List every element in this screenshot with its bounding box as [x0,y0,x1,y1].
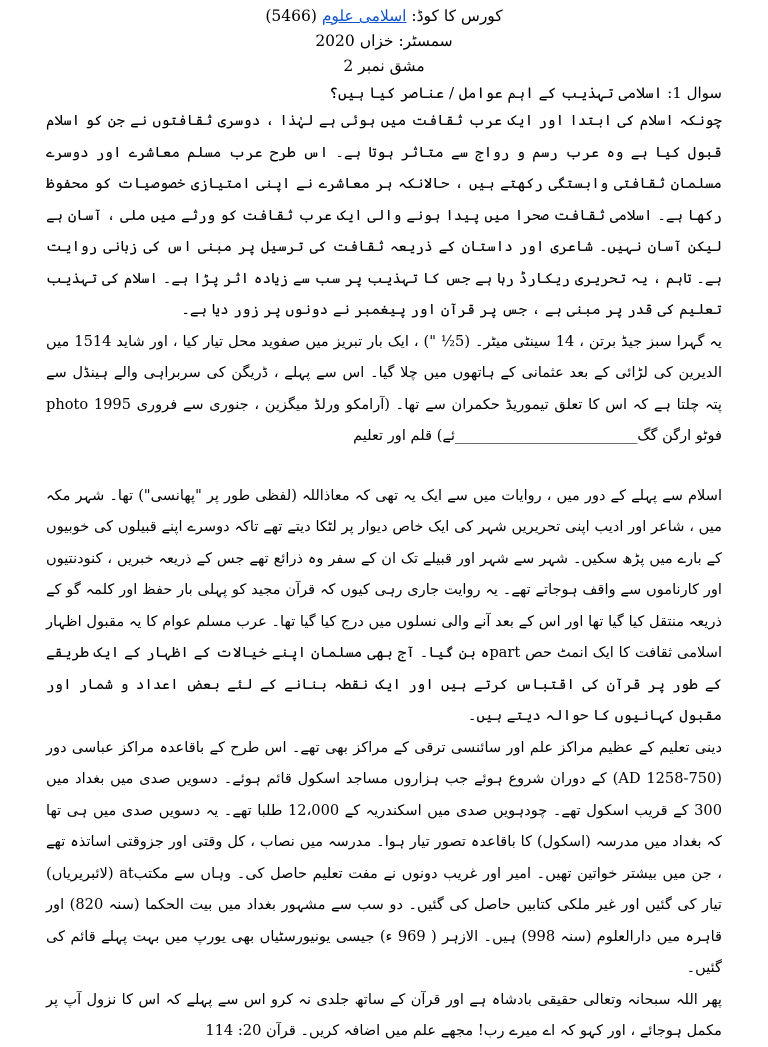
paragraph-2: یہ گہرا سبز جیڈ برتن ، 14 سینٹی میٹر۔ (5½ ") ، ایک بار تبریز میں صفوید محل تیار کیا ، اور شاید 1514 میں الدیرین کی لڑائی کے بعد عثمانی کے ہاتھوں میں چلا گیا۔ اس سے پہلے ، ڈریگن کی سربراہی والے ہینڈل سے پتہ چلتا ہے کہ اس کا تعلق تیموریڈ حکمران سے تھا۔ (آرامکو ورلڈ میگزین ، جنوری سے فروری 1995 photo فوٹو ارگن گگ_________________________ئے) قلم اور تعلیم [46,332,722,444]
question-heading: سوال 1: اسلامی تہذیب کے اہم عوامل / عناصر کیا ہیں؟ [329,84,722,102]
course-code-line [46,4,722,29]
paragraph-gap [46,452,722,480]
course-code-label: کورس کا کوڈ: [406,7,503,25]
paragraph-5: پھر اللہ سبحانہ وتعالی حقیقی بادشاہ ہے اور قرآن کے ساتھ جلدی نہ کرو اس سے پہلے کہ اس کا نزول آپ پر مکمل ہوجائے ، اور کہو کہ اے میرے رب! مجھے علم میں اضافہ کریں۔ قرآن 20: 114 [46,990,722,1039]
course-code-number: (5466) [265,7,322,25]
paragraph-4: دینی تعلیم کے عظیم مراکز علم اور سائنسی ترقی کے مراکز بھی تھے۔ اس طرح کے باقاعدہ مراکز عباسی دور (750-1258 AD) کے دوران شروع ہوئے جب ہزاروں مساجد اسکول قائم ہوئے۔ دسویں صدی میں بغداد میں 300 کے قریب اسکول تھے۔ چودہویں صدی میں اسکندریہ کے 12،000 طلبا تھے۔ یہ دسویں صدی میں ہی تھا کہ بغداد میں مدرسہ (اسکول) کا باقاعدہ تصور تیار ہوا۔ مدرسہ میں نصاب ، کل وقتی اور جزوقتی اساتذہ تھے ، جن میں بیشتر خواتین تھیں۔ امیر اور غریب دونوں نے مفت تعلیم حاصل کی۔ وہاں سے مکتبat (لائبریریاں) تیار کی گئیں اور غیر ملکی کتابیں حاصل کی گئیں۔ دو سب سے مشہور بغداد میں بیت الحکما (سنہ 820) اور قاہرہ میں دارالعلوم (سنہ 998) ہیں۔ الازہر ( 969 ء) جیسی یونیورسٹیاں بھی یورپ میں بہت پہلے قائم کی گئیں۔ [46,738,723,976]
exercise-number: مشق نمبر 2 [343,57,425,75]
course-name-link[interactable]: اسلامی علوم [321,7,407,25]
paragraph-3: اسلام سے پہلے کے دور میں ، روایات میں سے ایک یہ تھی کہ معاذاللہ (لفظی طور پر "پھانسی") تھا۔ شہر مکہ میں ، شاعر اور ادیب اپنی تحریریں شہر کی ایک خاص دیوار پر لٹکا دیتے تھے تاکہ دوسرے اپنے قبیلوں کی خوبیوں کے بارے میں پڑھ سکیں۔ شہر سے شہر اور قبیلے تک ان کے سفر وہ ذرائع تھے جس کے ذریعہ خبریں ، کنودنتیوں اور کارناموں سے واقف ہوجاتے تھے۔ یہ روایت جاری رہی کیوں کہ قرآن مجید کو پہلی بار حفظ اور کلمہ گو کے ذریعہ منتقل کیا گیا تھا اور اس کے بعد آنے والی نسلوں میں درج کیا گیا تھا۔ عرب مسلم عوام کا یہ مقبول اظہار اسلامی ثقافت کا ایک انمٹ حص partہ بن گیا۔ آج بھی مسلمان اپنے خیالات کے اظہار کے ایک طریقے کے طور پر قرآن کی اقتباس کرتے ہیں اور ایک نقطہ بنانے کے لئے بعض اعداد و شمار اور مقبول کہانیوں کا حوالہ دیتے ہیں۔ [46,486,723,724]
paragraph-1: چونکہ اسلام کی ابتدا اور ایک عرب ثقافت میں ہوئی ہے لہٰذا ، دوسری ثقافتوں نے جن کو اسلام قبول کیا ہے وہ عرب رسم و رواج سے متاثر ہوتا ہے۔ اس طرح عرب مسلم معاشرے اور دوسرے مسلمان ثقافتی وابستگی رکھتے ہیں ، حالانکہ ہر معاشرے نے اپنی امتیازی خصوصیات کو محفوظ رکھا ہے۔ اسلامی ثقافت صحرا میں پیدا ہونے والی ایک عرب ثقافت کو ورثے میں ملی ، آسان ہے لیکن آسان نہیں۔ شاعری اور داستان کے ذریعہ ثقافت کی ترسیل پر مبنی اس کی زبانی روایت ہے۔ تاہم ، یہ تحریری ریکارڈ رہا ہے جس کا تہذیب پر سب سے زیادہ اثر پڑا ہے۔ اسلام کی تہذیب تعلیم کی قدر پر مبنی ہے ، جس پر قرآن اور پیغمبر نے دونوں پر زور دیا ہے۔ [46,112,722,318]
semester-line: سمسٹر: خزاں 2020 [315,32,453,50]
